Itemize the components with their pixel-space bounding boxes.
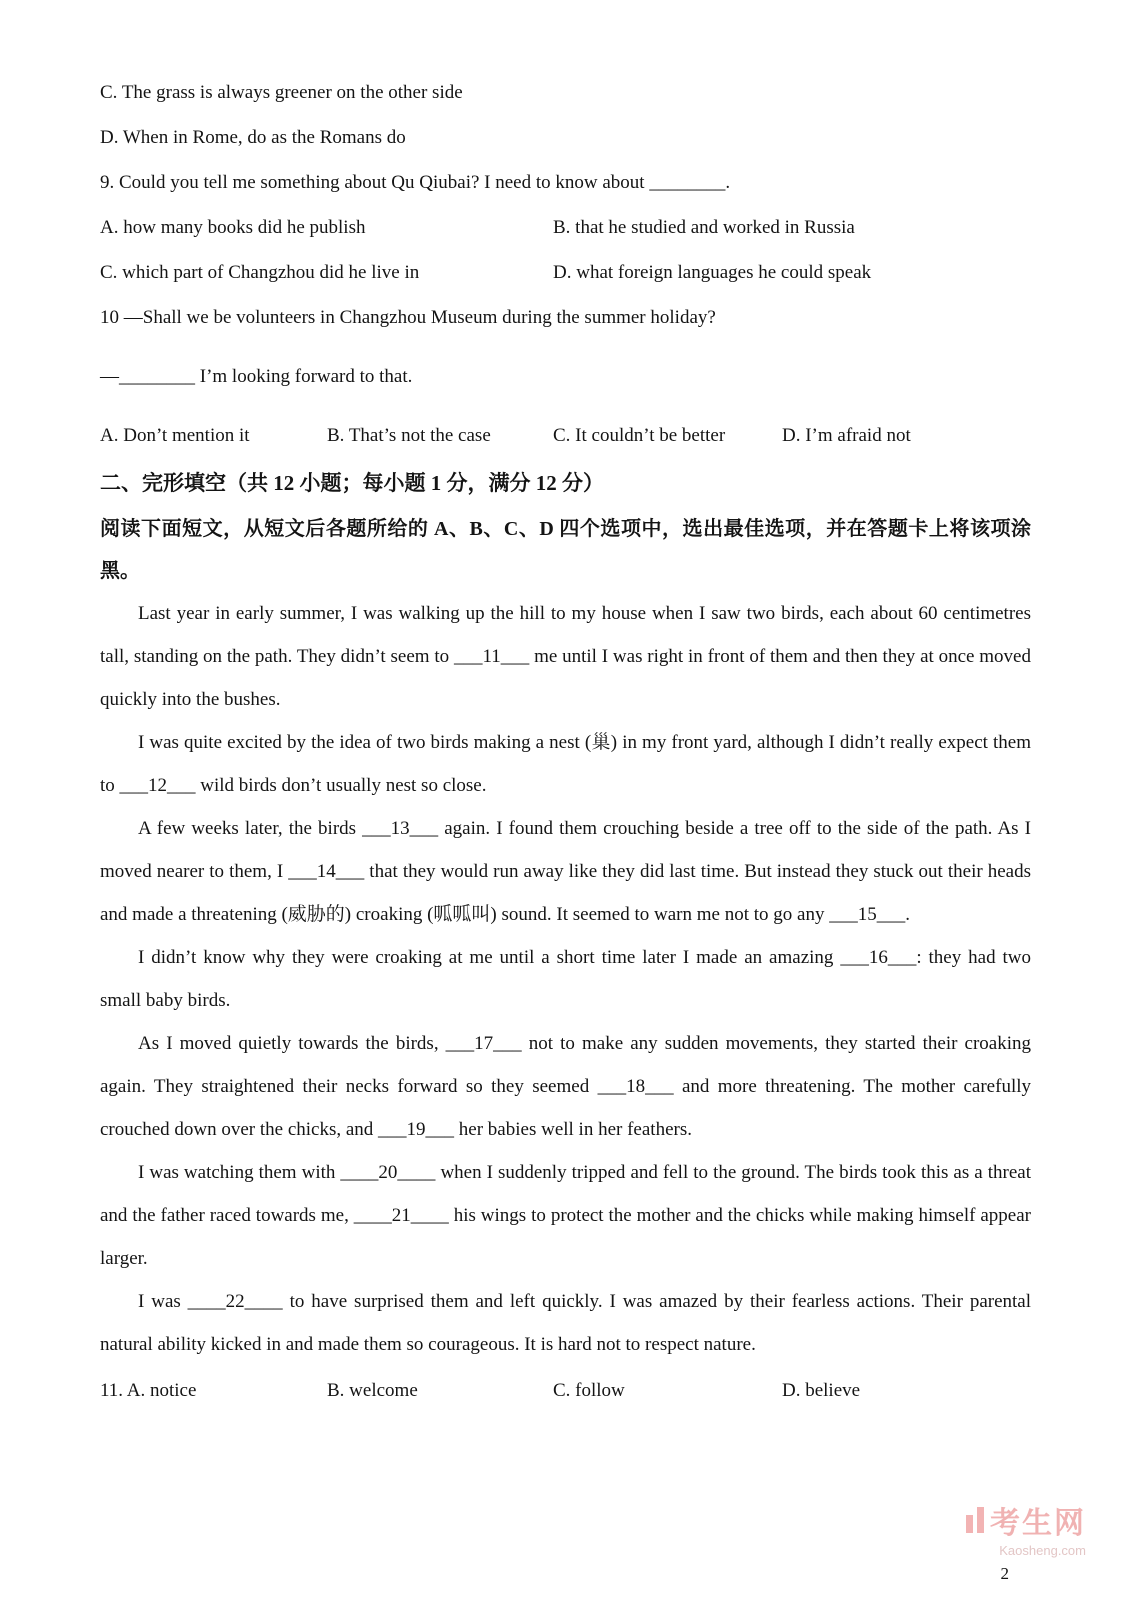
option-line-c: C. The grass is always greener on the other side: [100, 82, 463, 103]
passage-paragraph-1: Last year in early summer, I was walking up the hill to my house when I saw two birds, each about 60 centimetres tall, standing on the path. They didn’t seem to ___11___ me until I was right in front of them and then they at once moved quickly into the bushes.: [100, 603, 1031, 710]
passage-paragraph-5: As I moved quietly towards the birds, ___17___ not to make any sudden movements, they started their croaking again. They straightened their necks forward so they seemed ___18___ and more threatening. The mother carefully crouched down over the chicks, and ___19___ her babies well in her feathers.: [100, 1033, 1031, 1140]
question-10-option-b: B. That’s not the case: [327, 425, 491, 446]
question-9-option-c: C. which part of Changzhou did he live in: [100, 262, 420, 283]
passage-paragraph-2: I was quite excited by the idea of two birds making a nest (巢) in my front yard, although I didn’t really expect them to ___12___ wild birds don’t usually nest so close.: [100, 732, 1031, 796]
page-number: 2: [1000, 1564, 1009, 1583]
question-9-option-a: A. how many books did he publish: [100, 217, 366, 238]
question-10-option-c: C. It couldn’t be better: [553, 425, 726, 446]
question-11-option-a: 11. A. notice: [100, 1380, 197, 1401]
question-11-option-d: D. believe: [782, 1380, 861, 1401]
question-10-options-row: [100, 413, 1031, 458]
option-line-d: D. When in Rome, do as the Romans do: [100, 127, 406, 148]
question-9-option-b: B. that he studied and worked in Russia: [553, 217, 855, 238]
question-11-option-c: C. follow: [553, 1380, 625, 1401]
kaosheng-logo-icon: [966, 1507, 984, 1533]
question-9-options-row-1: [100, 205, 1031, 250]
cloze-passage: [100, 592, 1031, 1366]
question-10-reply: —________ I’m looking forward to that.: [100, 366, 413, 387]
watermark: [966, 1498, 1086, 1558]
question-9-option-d: D. what foreign languages he could speak: [553, 262, 872, 283]
question-10-option-a: A. Don’t mention it: [100, 425, 250, 446]
section-2-title: 二、完形填空（共 12 小题；每小题 1 分，满分 12 分）: [100, 471, 604, 495]
question-9-stem: 9. Could you tell me something about Qu Qiubai? I need to know about ________.: [100, 172, 731, 193]
passage-paragraph-6: I was watching them with ____20____ when I suddenly tripped and fell to the ground. The birds took this as a threat and the father raced towards me, ____21____ his wings to protect the mother and the chicks while making himself appear larger.: [100, 1162, 1031, 1269]
watermark-domain: Kaosheng.com: [999, 1543, 1086, 1558]
passage-paragraph-7: I was ____22____ to have surprised them and left quickly. I was amazed by their fearless actions. Their parental natural ability kicked in and made them so courageous. It is hard not to respect nature.: [100, 1291, 1031, 1355]
passage-paragraph-3: A few weeks later, the birds ___13___ again. I found them crouching beside a tree off to the side of the path. As I moved nearer to them, I ___14___ that they would run away like they did last time. But instead they stuck out their heads and made a threatening (威胁的) croaking (呱呱叫) sound. It seemed to warn me not to go any ___15___.: [100, 818, 1031, 925]
section-2-instructions: 阅读下面短文，从短文后各题所给的 A、B、C、D 四个选项中，选出最佳选项，并在答题卡上将该项涂黑。: [100, 518, 1031, 582]
question-11-option-b: B. welcome: [327, 1380, 418, 1401]
question-10-option-d: D. I’m afraid not: [782, 425, 911, 446]
question-9-options-row-2: [100, 250, 1031, 295]
passage-paragraph-4: I didn’t know why they were croaking at me until a short time later I made an amazing ___16___: they had two small baby birds.: [100, 947, 1031, 1011]
watermark-brand: 考生网: [990, 1507, 1086, 1540]
question-11-options-row: [100, 1368, 1031, 1413]
question-10-stem: 10 —Shall we be volunteers in Changzhou Museum during the summer holiday?: [100, 307, 716, 328]
